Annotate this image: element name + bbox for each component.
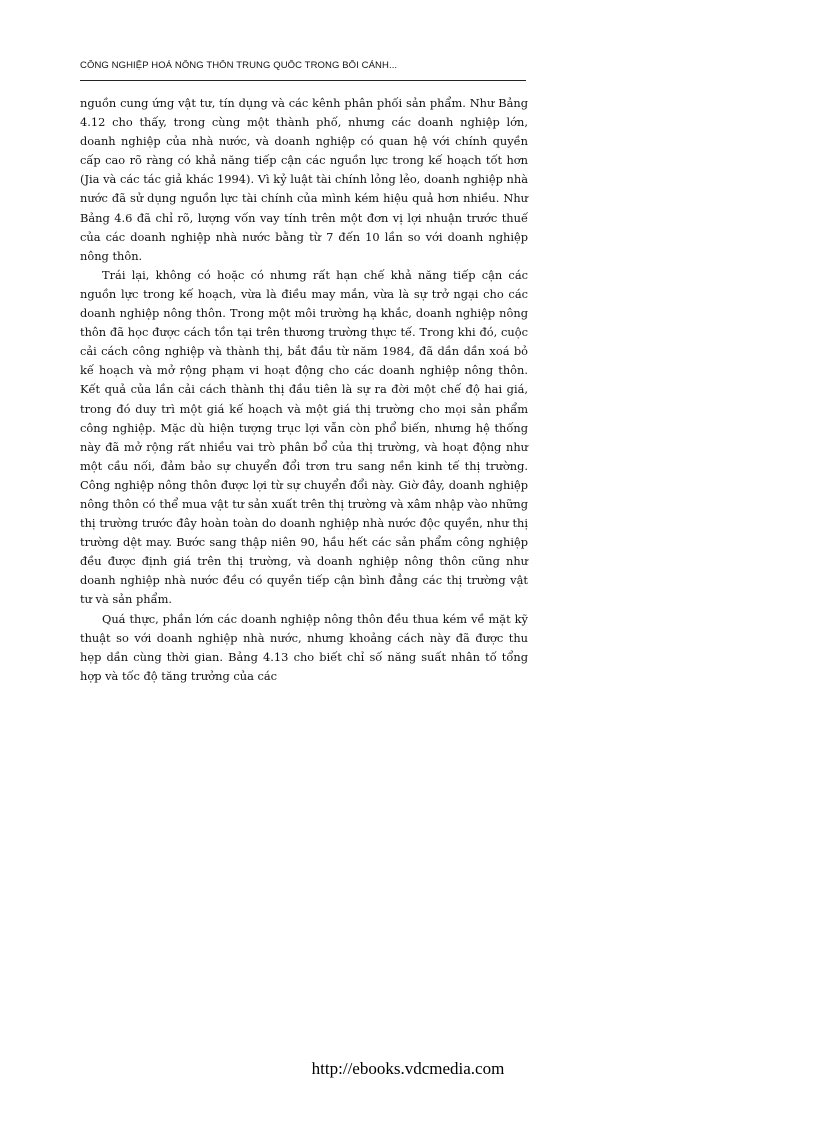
paragraph-1: nguồn cung ứng vật tư, tín dụng và các kênh phân phối sản phẩm. Như Bảng 4.12 cho thấy, trong cùng một thành phố, nhưng các doanh nghiệp lớn, doanh nghiệp của nhà nước, và doanh nghiệp có quan hệ với chính quyền cấp cao rõ ràng có khả năng tiếp cận các nguồn lực trong kế hoạch tốt hơn (Jia và các tác giả khác 1994). Vì kỷ luật tài chính lỏng lẻo, doanh nghiệp nhà nước đã sử dụng nguồn lực tài chính của mình kém hiệu quả hơn nhiều. Như Bảng 4.6 đã chỉ rõ, lượng vốn vay tính trên một đơn vị lợi nhuận trước thuế của các doanh nghiệp nhà nước bằng từ 7 đến 10 lần so với doanh nghiệp nông thôn. <box>80 96 528 263</box>
paragraph-3: Quá thực, phần lớn các doanh nghiệp nông thôn đều thua kém về mặt kỹ thuật so với doanh nghiệp nhà nước, nhưng khoảng cách này đã được thu hẹp dần cùng thời gian. Bảng 4.13 cho biết chỉ số năng suất nhân tố tổng hợp và tốc độ tăng trưởng của các <box>80 611 528 683</box>
running-head: CÔNG NGHIỆP HOÁ NÔNG THÔN TRUNG QUỐC TRONG BỐI CẢNH... <box>80 60 398 71</box>
body-text <box>80 94 528 686</box>
paragraph-2: Trái lại, không có hoặc có nhưng rất hạn chế khả năng tiếp cận các nguồn lực trong kế hoạch, vừa là điều may mắn, vừa là sự trở ngại cho các doanh nghiệp nông thôn. Trong một môi trường hạ khắc, doanh nghiệp nông thôn đã học được cách tồn tại trên thương trường thực tế. Trong khi đó, cuộc cải cách công nghiệp và thành thị, bắt đầu từ năm 1984, đã dần dần xoá bỏ kế hoạch và mở rộng phạm vi hoạt động cho các doanh nghiệp nông thôn. Kết quả của lần cải cách thành thị đầu tiên là sự ra đời một chế độ hai giá, trong đó duy trì một giá kế hoạch và một giá thị trường cho mọi sản phẩm công nghiệp. Mặc dù hiện tượng trục lợi vẫn còn phổ biến, nhưng hệ thống này đã mở rộng rất nhiều vai trò phân bổ của thị trường, và hoạt động như một cầu nối, đảm bảo sự chuyển đổi trơn tru sang nền kinh tế thị trường. Công nghiệp nông thôn được lợi từ sự chuyển đổi này. Giờ đây, doanh nghiệp nông thôn có thể mua vật tư sản xuất trên thị trường và xâm nhập vào những thị trường trước đây hoàn toàn do doanh nghiệp nhà nước độc quyền, như thị trường dệt may. Bước sang thập niên 90, hầu hết các sản phẩm công nghiệp đều được định giá trên thị trường, và doanh nghiệp nông thôn cũng như doanh nghiệp nhà nước đều có quyền tiếp cận bình đẳng các thị trường vật tư và sản phẩm. <box>80 267 528 607</box>
footer-url-link[interactable]: http://ebooks.vdcmedia.com <box>311 1059 505 1078</box>
header-rule <box>80 80 526 81</box>
footer <box>0 1059 816 1079</box>
